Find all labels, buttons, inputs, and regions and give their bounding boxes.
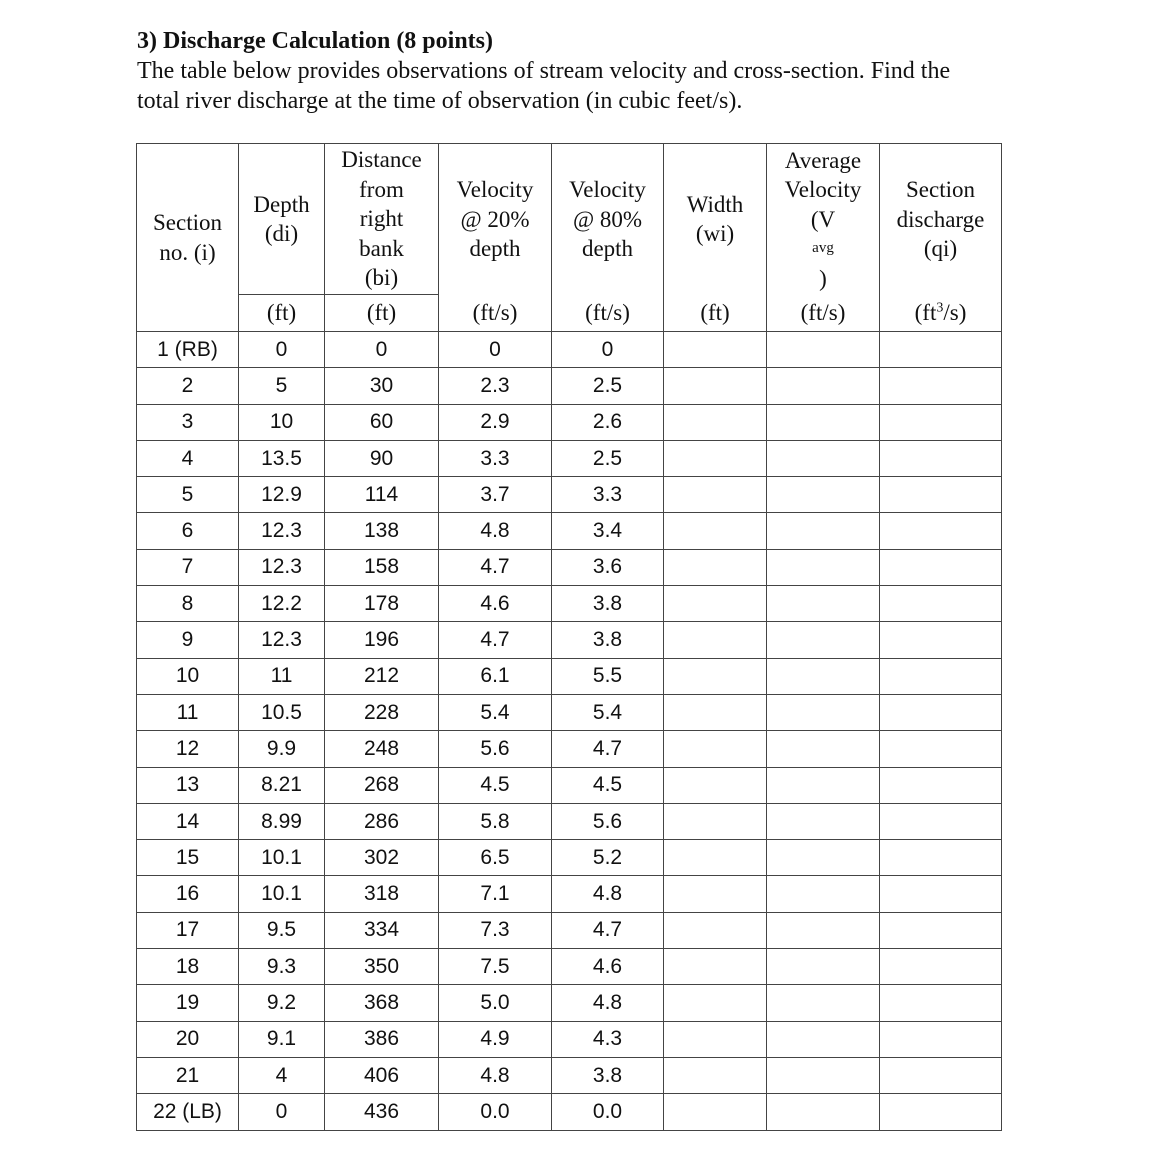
cell-distance: 268 xyxy=(325,767,439,803)
cell-avg-velocity-blank xyxy=(767,767,880,803)
table-row xyxy=(137,586,1002,622)
cell-avg-velocity-blank xyxy=(767,586,880,622)
table-row xyxy=(137,1021,1002,1057)
cell-vel80: 4.8 xyxy=(552,876,664,912)
cell-depth: 12.3 xyxy=(239,513,325,549)
cell-section: 21 xyxy=(137,1057,239,1093)
cell-avg-velocity-blank xyxy=(767,731,880,767)
cell-vel20: 4.6 xyxy=(439,586,552,622)
cell-section-discharge-blank xyxy=(880,332,1002,368)
cell-section: 18 xyxy=(137,949,239,985)
cell-section-discharge-blank xyxy=(880,440,1002,476)
cell-section: 20 xyxy=(137,1021,239,1057)
cell-section-discharge-blank xyxy=(880,1021,1002,1057)
cell-width-blank xyxy=(664,694,767,730)
cell-section: 4 xyxy=(137,440,239,476)
cell-vel80: 2.5 xyxy=(552,440,664,476)
table-row xyxy=(137,985,1002,1021)
cell-vel80: 3.8 xyxy=(552,586,664,622)
cell-depth: 12.9 xyxy=(239,477,325,513)
header-distance: Distance from right bank (bi) xyxy=(325,144,439,295)
cell-vel80: 5.6 xyxy=(552,803,664,839)
cell-width-blank xyxy=(664,549,767,585)
question-prompt xyxy=(137,56,1037,116)
cell-section: 11 xyxy=(137,694,239,730)
cell-vel20: 4.7 xyxy=(439,549,552,585)
table-row xyxy=(137,1057,1002,1093)
header-section-discharge: Section discharge (qi) xyxy=(880,144,1002,295)
cell-width-blank xyxy=(664,1021,767,1057)
unit-average-velocity: (ft/s) xyxy=(767,295,880,332)
cell-distance: 334 xyxy=(325,912,439,948)
cell-vel20: 4.9 xyxy=(439,1021,552,1057)
cell-depth: 12.3 xyxy=(239,622,325,658)
cell-avg-velocity-blank xyxy=(767,1094,880,1130)
cell-avg-velocity-blank xyxy=(767,549,880,585)
cell-avg-velocity-blank xyxy=(767,513,880,549)
question-heading: 3) Discharge Calculation (8 points) xyxy=(137,28,493,54)
cell-section: 9 xyxy=(137,622,239,658)
cell-section-discharge-blank xyxy=(880,803,1002,839)
cell-section-discharge-blank xyxy=(880,404,1002,440)
cell-avg-velocity-blank xyxy=(767,368,880,404)
cell-vel20: 4.8 xyxy=(439,1057,552,1093)
cell-width-blank xyxy=(664,949,767,985)
cell-section: 15 xyxy=(137,840,239,876)
header-velocity-20: Velocity @ 20% depth xyxy=(439,144,552,295)
cell-section-discharge-blank xyxy=(880,658,1002,694)
table-row xyxy=(137,731,1002,767)
cell-vel20: 2.3 xyxy=(439,368,552,404)
cell-section: 5 xyxy=(137,477,239,513)
cell-width-blank xyxy=(664,840,767,876)
table-row xyxy=(137,440,1002,476)
unit-velocity-80: (ft/s) xyxy=(552,295,664,332)
cell-vel80: 2.6 xyxy=(552,404,664,440)
cell-depth: 9.9 xyxy=(239,731,325,767)
cell-section: 8 xyxy=(137,586,239,622)
table-row xyxy=(137,404,1002,440)
cell-avg-velocity-blank xyxy=(767,332,880,368)
cell-avg-velocity-blank xyxy=(767,1021,880,1057)
cell-section: 14 xyxy=(137,803,239,839)
table-row xyxy=(137,658,1002,694)
cell-section: 13 xyxy=(137,767,239,803)
cell-vel20: 4.5 xyxy=(439,767,552,803)
header-row xyxy=(137,144,1002,295)
cell-section-discharge-blank xyxy=(880,985,1002,1021)
cell-width-blank xyxy=(664,404,767,440)
units-row xyxy=(137,295,1002,332)
cell-section-discharge-blank xyxy=(880,876,1002,912)
cell-width-blank xyxy=(664,1094,767,1130)
cell-vel20: 4.8 xyxy=(439,513,552,549)
cell-vel80: 4.3 xyxy=(552,1021,664,1057)
cell-avg-velocity-blank xyxy=(767,694,880,730)
cell-avg-velocity-blank xyxy=(767,404,880,440)
cell-section-discharge-blank xyxy=(880,767,1002,803)
cell-section-discharge-blank xyxy=(880,949,1002,985)
cell-section-discharge-blank xyxy=(880,513,1002,549)
header-width: Width (wi) xyxy=(664,144,767,295)
table-row xyxy=(137,803,1002,839)
cell-width-blank xyxy=(664,985,767,1021)
cell-vel80: 5.2 xyxy=(552,840,664,876)
cell-width-blank xyxy=(664,622,767,658)
cell-section-discharge-blank xyxy=(880,840,1002,876)
cell-section: 1 (RB) xyxy=(137,332,239,368)
cell-distance: 302 xyxy=(325,840,439,876)
cell-section: 22 (LB) xyxy=(137,1094,239,1130)
cell-width-blank xyxy=(664,876,767,912)
cell-width-blank xyxy=(664,586,767,622)
cell-avg-velocity-blank xyxy=(767,622,880,658)
cell-distance: 114 xyxy=(325,477,439,513)
cell-section-discharge-blank xyxy=(880,586,1002,622)
cell-vel80: 3.8 xyxy=(552,1057,664,1093)
table-row xyxy=(137,549,1002,585)
cell-depth: 9.5 xyxy=(239,912,325,948)
cell-vel20: 4.7 xyxy=(439,622,552,658)
unit-depth: (ft) xyxy=(239,295,325,332)
cell-depth: 12.2 xyxy=(239,586,325,622)
header-average-velocity: Average Velocity (V avg ) xyxy=(767,144,880,295)
cell-depth: 10.1 xyxy=(239,876,325,912)
cell-vel80: 3.6 xyxy=(552,549,664,585)
cell-distance: 90 xyxy=(325,440,439,476)
cell-depth: 12.3 xyxy=(239,549,325,585)
cell-vel80: 5.5 xyxy=(552,658,664,694)
cell-distance: 138 xyxy=(325,513,439,549)
cell-avg-velocity-blank xyxy=(767,803,880,839)
cell-section: 3 xyxy=(137,404,239,440)
table-row xyxy=(137,694,1002,730)
cell-section: 10 xyxy=(137,658,239,694)
cell-section-discharge-blank xyxy=(880,549,1002,585)
cell-width-blank xyxy=(664,803,767,839)
cell-width-blank xyxy=(664,513,767,549)
cell-vel20: 0.0 xyxy=(439,1094,552,1130)
cell-distance: 368 xyxy=(325,985,439,1021)
cell-section-discharge-blank xyxy=(880,368,1002,404)
cell-vel80: 3.8 xyxy=(552,622,664,658)
cell-width-blank xyxy=(664,477,767,513)
cell-vel20: 3.7 xyxy=(439,477,552,513)
cell-distance: 212 xyxy=(325,658,439,694)
cell-vel20: 7.3 xyxy=(439,912,552,948)
cell-vel20: 0 xyxy=(439,332,552,368)
cell-width-blank xyxy=(664,368,767,404)
cell-vel80: 3.4 xyxy=(552,513,664,549)
cell-distance: 436 xyxy=(325,1094,439,1130)
cell-depth: 10.1 xyxy=(239,840,325,876)
cell-depth: 10.5 xyxy=(239,694,325,730)
cell-depth: 10 xyxy=(239,404,325,440)
cell-depth: 8.21 xyxy=(239,767,325,803)
cell-vel80: 0.0 xyxy=(552,1094,664,1130)
table-row xyxy=(137,513,1002,549)
cell-section-discharge-blank xyxy=(880,731,1002,767)
cell-vel20: 6.5 xyxy=(439,840,552,876)
cell-depth: 5 xyxy=(239,368,325,404)
table-row xyxy=(137,368,1002,404)
cell-width-blank xyxy=(664,332,767,368)
table-row xyxy=(137,912,1002,948)
cell-section: 12 xyxy=(137,731,239,767)
cell-vel80: 4.6 xyxy=(552,949,664,985)
cell-vel80: 4.7 xyxy=(552,731,664,767)
cell-avg-velocity-blank xyxy=(767,440,880,476)
cell-depth: 11 xyxy=(239,658,325,694)
cell-vel20: 6.1 xyxy=(439,658,552,694)
cell-width-blank xyxy=(664,440,767,476)
cell-vel80: 2.5 xyxy=(552,368,664,404)
cell-avg-velocity-blank xyxy=(767,1057,880,1093)
cell-section: 2 xyxy=(137,368,239,404)
cell-distance: 0 xyxy=(325,332,439,368)
cell-vel20: 7.1 xyxy=(439,876,552,912)
cell-avg-velocity-blank xyxy=(767,658,880,694)
header-section-no: Section no. (i) xyxy=(137,144,239,332)
unit-distance: (ft) xyxy=(325,295,439,332)
table-row xyxy=(137,332,1002,368)
cell-distance: 178 xyxy=(325,586,439,622)
unit-velocity-20: (ft/s) xyxy=(439,295,552,332)
cell-distance: 228 xyxy=(325,694,439,730)
cell-section: 17 xyxy=(137,912,239,948)
header-depth: Depth (di) xyxy=(239,144,325,295)
table-row xyxy=(137,949,1002,985)
cell-distance: 30 xyxy=(325,368,439,404)
cell-vel20: 5.6 xyxy=(439,731,552,767)
table-row xyxy=(137,477,1002,513)
cell-depth: 0 xyxy=(239,1094,325,1130)
table-row xyxy=(137,876,1002,912)
cell-section: 19 xyxy=(137,985,239,1021)
cell-section: 6 xyxy=(137,513,239,549)
cell-section-discharge-blank xyxy=(880,477,1002,513)
cell-depth: 0 xyxy=(239,332,325,368)
cell-section-discharge-blank xyxy=(880,912,1002,948)
table-row xyxy=(137,622,1002,658)
cell-section-discharge-blank xyxy=(880,694,1002,730)
cell-vel80: 4.5 xyxy=(552,767,664,803)
cell-avg-velocity-blank xyxy=(767,477,880,513)
cell-width-blank xyxy=(664,1057,767,1093)
cell-width-blank xyxy=(664,767,767,803)
cell-section-discharge-blank xyxy=(880,1094,1002,1130)
cell-vel20: 5.4 xyxy=(439,694,552,730)
cell-depth: 13.5 xyxy=(239,440,325,476)
cell-vel80: 5.4 xyxy=(552,694,664,730)
cell-distance: 158 xyxy=(325,549,439,585)
cell-section-discharge-blank xyxy=(880,622,1002,658)
cell-depth: 9.3 xyxy=(239,949,325,985)
cell-distance: 406 xyxy=(325,1057,439,1093)
cell-vel80: 3.3 xyxy=(552,477,664,513)
unit-section-discharge: $(ft^3/s)$ xyxy=(880,295,1002,332)
cell-vel80: 0 xyxy=(552,332,664,368)
cell-vel20: 2.9 xyxy=(439,404,552,440)
cell-avg-velocity-blank xyxy=(767,949,880,985)
cell-avg-velocity-blank xyxy=(767,840,880,876)
cell-section: 7 xyxy=(137,549,239,585)
cell-section: 16 xyxy=(137,876,239,912)
table-row xyxy=(137,840,1002,876)
cell-depth: 9.1 xyxy=(239,1021,325,1057)
cell-distance: 196 xyxy=(325,622,439,658)
cell-vel20: 5.0 xyxy=(439,985,552,1021)
cell-avg-velocity-blank xyxy=(767,876,880,912)
discharge-table xyxy=(136,143,1002,1131)
cell-depth: 9.2 xyxy=(239,985,325,1021)
cell-distance: 350 xyxy=(325,949,439,985)
cell-vel20: 7.5 xyxy=(439,949,552,985)
prompt-line-2: total river discharge at the time of observation (in cubic feet/s). xyxy=(137,88,743,114)
cell-vel20: 5.8 xyxy=(439,803,552,839)
cell-distance: 318 xyxy=(325,876,439,912)
cell-section-discharge-blank xyxy=(880,1057,1002,1093)
cell-vel80: 4.7 xyxy=(552,912,664,948)
table-row xyxy=(137,767,1002,803)
header-velocity-80: Velocity @ 80% depth xyxy=(552,144,664,295)
cell-avg-velocity-blank xyxy=(767,912,880,948)
cell-distance: 248 xyxy=(325,731,439,767)
unit-width: (ft) xyxy=(664,295,767,332)
cell-distance: 286 xyxy=(325,803,439,839)
cell-avg-velocity-blank xyxy=(767,985,880,1021)
cell-width-blank xyxy=(664,731,767,767)
cell-depth: 4 xyxy=(239,1057,325,1093)
cell-width-blank xyxy=(664,912,767,948)
cell-vel20: 3.3 xyxy=(439,440,552,476)
cell-depth: 8.99 xyxy=(239,803,325,839)
cell-distance: 60 xyxy=(325,404,439,440)
cell-distance: 386 xyxy=(325,1021,439,1057)
cell-vel80: 4.8 xyxy=(552,985,664,1021)
cell-width-blank xyxy=(664,658,767,694)
prompt-line-1: The table below provides observations of stream velocity and cross-section. Find the xyxy=(137,58,951,84)
table-row xyxy=(137,1094,1002,1130)
